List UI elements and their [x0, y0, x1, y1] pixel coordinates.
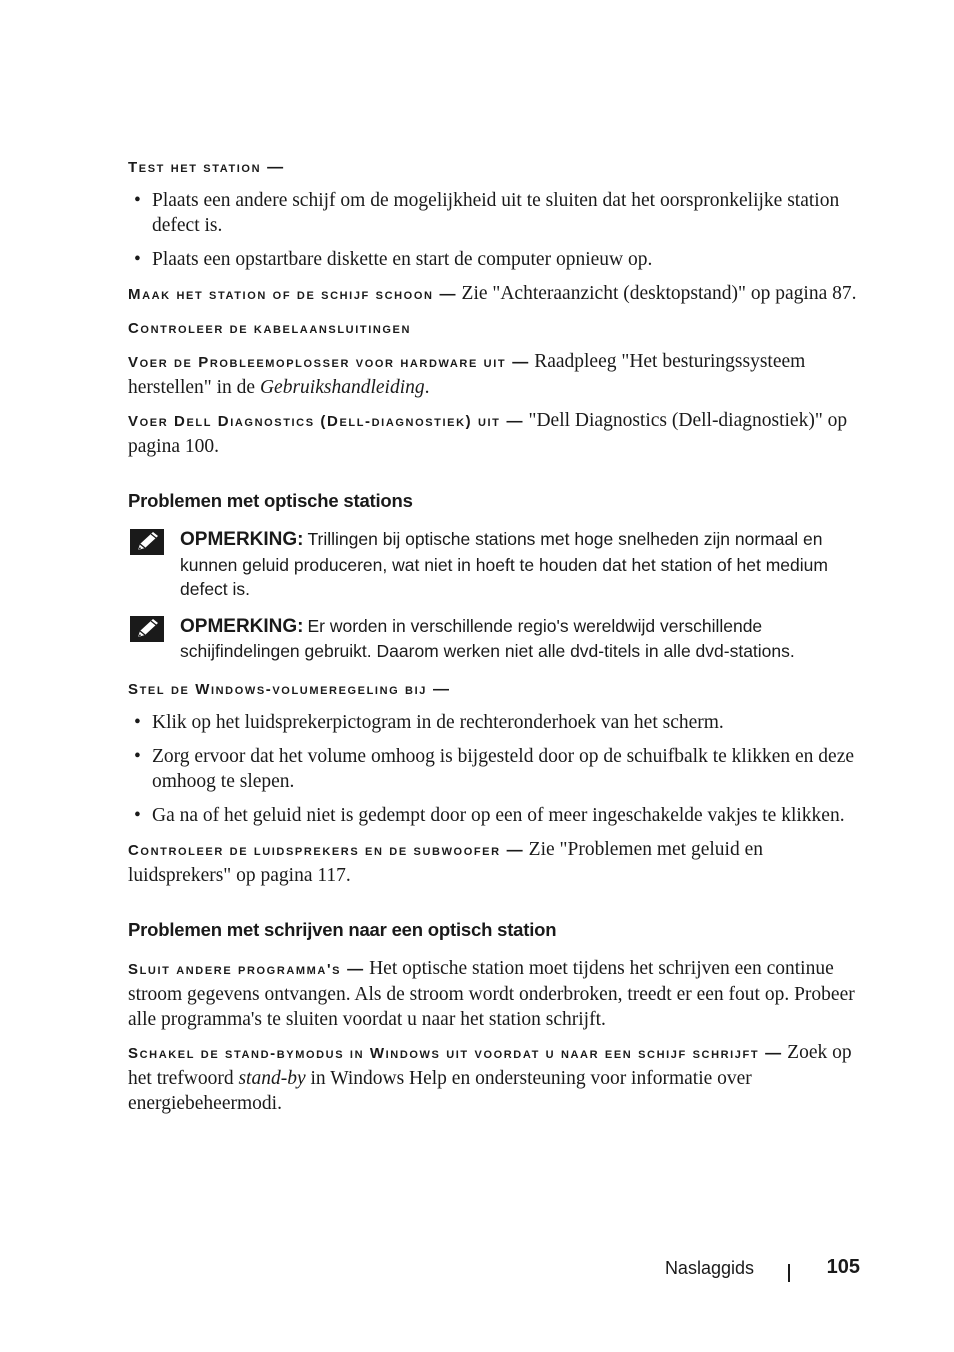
list-item: • Plaats een opstartbare diskette en start de computer opnieuw op.: [134, 249, 653, 270]
page-footer: [0, 1254, 954, 1284]
list-item: • Zorg ervoor dat het volume omhoog is bijgesteld door op de schuifbalk te klikken en deze omhoog te slepen.: [134, 745, 855, 792]
runin-title: Test het station: [128, 159, 262, 176]
subheading-schrijven: Problemen met schrijven naar een optisch station: [128, 918, 557, 940]
bullet-icon: •: [134, 804, 141, 826]
paragraph-sluit-programmas: Sluit andere programma's — Het optische station moet tijdens het schrijven een continue stroom gegevens ontvangen. Als de stroom wordt onderbroken, treedt er een fout op. Probeer alle programma's te sluiten voordat u naar het station schrijft.: [128, 957, 855, 1030]
note-trillingen: [128, 527, 858, 602]
bullet-icon: •: [134, 745, 141, 767]
note-text: Er worden in verschillende regio's wereldwijd verschillende schijfindelingen gebruikt. Daarom werken niet alle dvd-titels in alle dvd-stations.: [180, 615, 795, 661]
bullet-icon: •: [134, 249, 141, 270]
heading-volume: Stel de Windows-volumeregeling bij —: [128, 680, 449, 698]
runin-title: Sluit andere programma's: [128, 960, 342, 978]
list-item: • Klik op het luidsprekerpictogram in de rechteronderhoek van het scherm.: [134, 711, 724, 733]
subheading-optische-stations: Problemen met optische stations: [128, 490, 413, 511]
page-content: [128, 154, 858, 1124]
paragraph-standby: Schakel de stand-bymodus in Windows uit voordat u naar een schijf schrijft — Zoek op het trefwoord stand-by in Windows Help en ondersteuning voor informatie over energiebeheermodi.: [128, 1041, 852, 1114]
note-text: Trillingen bij optische stations met hoge snelheden zijn normaal en kunnen geluid produceren, wat niet in hoeft te houden dat het station of het medium defect is.: [180, 529, 828, 599]
list-item: • Plaats een andere schijf om de mogelijkheid uit te sluiten dat het oorspronkelijke station defect is.: [134, 190, 840, 236]
note-label: OPMERKING:: [180, 615, 304, 637]
footer-section-name: Naslaggids: [664, 1258, 754, 1278]
note-label: OPMERKING:: [180, 529, 304, 550]
test-station-list: [128, 188, 858, 272]
runin-title: Stel de Windows-volumeregeling bij: [128, 680, 427, 698]
runin-title: Maak het station of de schijf schoon: [128, 286, 434, 303]
pencil-note-icon: [130, 529, 164, 555]
list-item: • Ga na of het geluid niet is gedempt door op een of meer ingeschakelde vakjes te klikken.: [134, 804, 845, 826]
bullet-icon: •: [134, 190, 141, 211]
runin-title: Controleer de luidsprekers en de subwoofer: [128, 841, 501, 859]
runin-title: Controleer de kabelaansluitingen: [128, 320, 412, 337]
runin-title: Schakel de stand-bymodus in Windows uit voordat u naar een schijf schrijft: [128, 1044, 760, 1062]
pencil-note-icon: [130, 616, 164, 642]
note-schijfindelingen: [128, 614, 858, 664]
heading-kabels: [128, 315, 858, 341]
heading-test-station: Test het station —: [128, 159, 284, 176]
paragraph-maak-schoon: Maak het station of de schijf schoon — Zie "Achteraanzicht (desktopstand)" op pagina 87.: [128, 283, 857, 304]
paragraph-luidsprekers: Controleer de luidsprekers en de subwoofer — Zie "Problemen met geluid en luidsprekers" op pagina 117.: [128, 838, 763, 886]
paragraph-probleemoplosser: Voer de Probleemoplosser voor hardware uit — Raadpleeg "Het besturingssysteem herstellen" in de Gebruikshandleiding.: [128, 351, 806, 398]
runin-title: Voer de Probleemoplosser voor hardware uit: [128, 354, 507, 371]
footer-divider: [788, 1264, 790, 1282]
paragraph-dell-diagnostics: Voer Dell Diagnostics (Dell-diagnostiek) uit — "Dell Diagnostics (Dell-diagnostiek)" op pagina 100.: [128, 410, 848, 457]
page-number: 105: [826, 1256, 860, 1278]
bullet-icon: •: [134, 711, 141, 733]
volume-list: [128, 710, 858, 828]
runin-title: Voer Dell Diagnostics (Dell-diagnostiek) uit: [128, 413, 501, 430]
